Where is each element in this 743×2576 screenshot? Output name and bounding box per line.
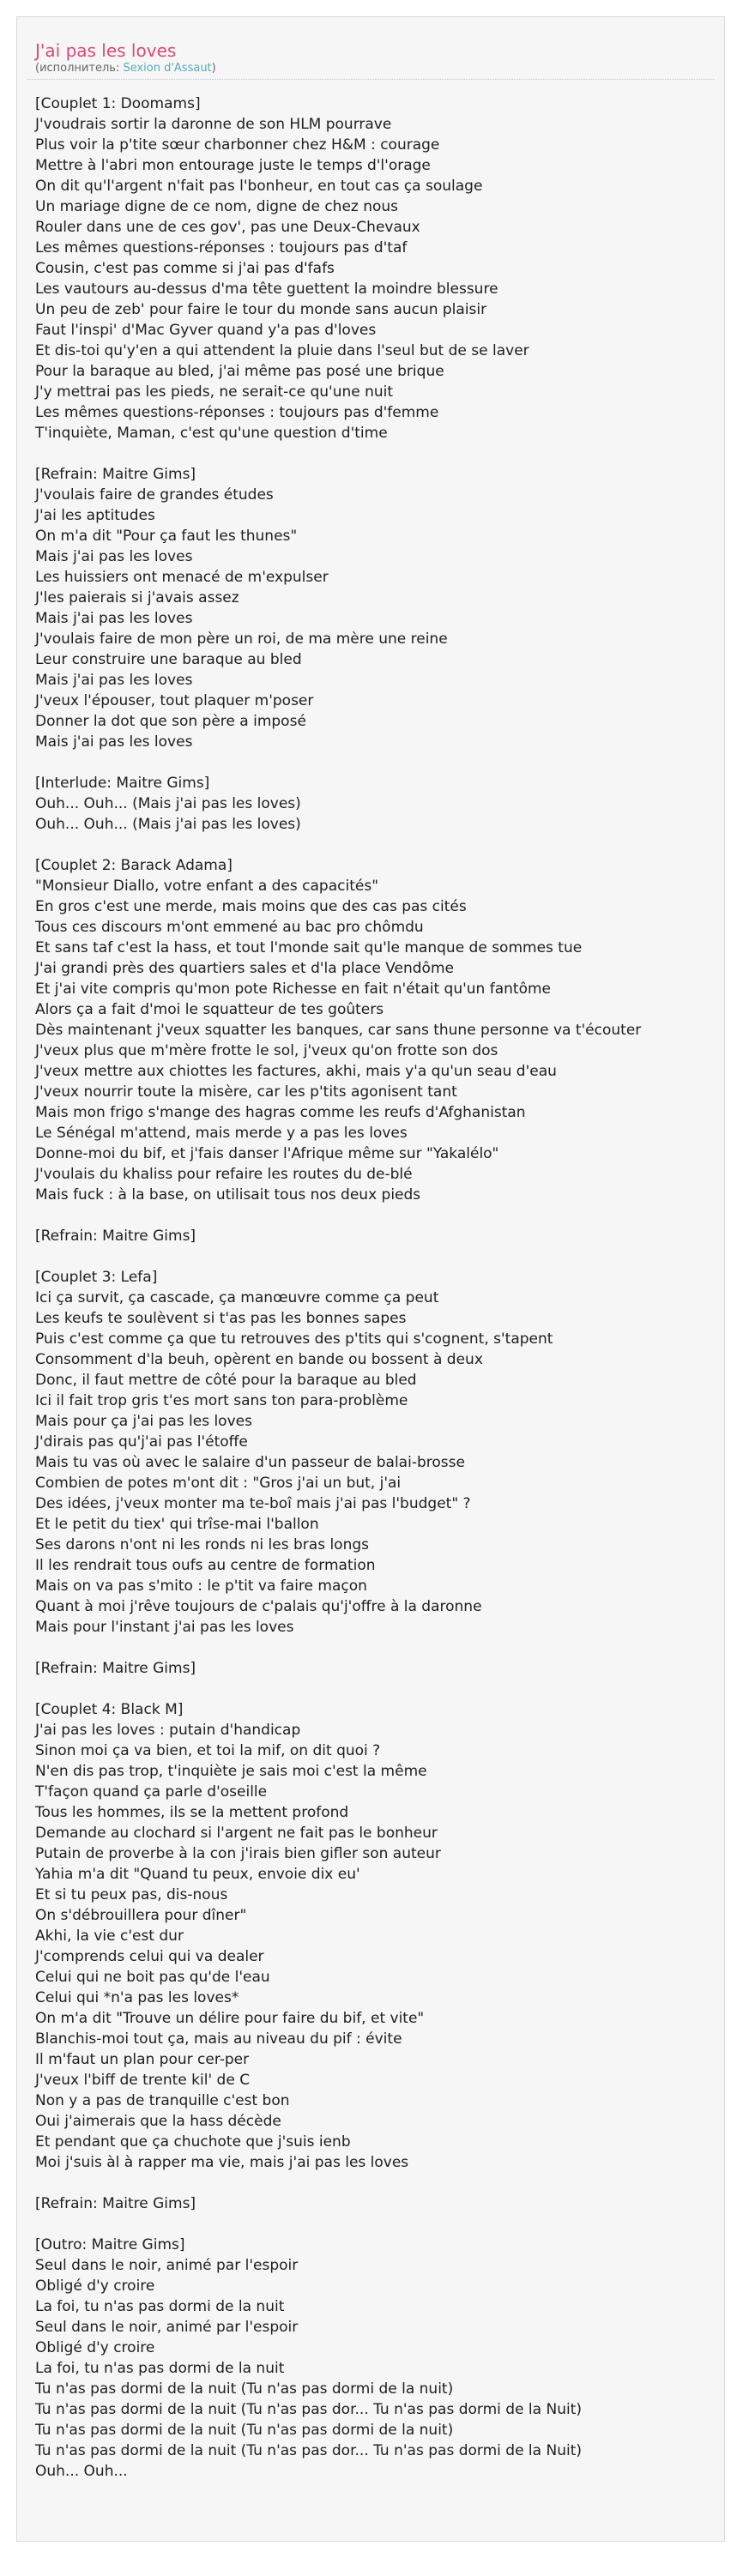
lyric-line: Mais pour l'instant j'ai pas les loves [35,1619,294,1636]
lyric-line: Mais j'ai pas les loves [35,548,193,565]
lyric-line: Le Sénégal m'attend, mais merde y a pas les loves [35,1125,408,1142]
lyric-line: Plus voir la p'tite sœur charbonner chez H&M : courage [35,136,440,154]
section-heading: [Interlude: Maitre Gims] [35,775,210,792]
lyric-line: On dit qu'l'argent n'fait pas l'bonheur, en tout cas ça soulage [35,178,483,195]
lyric-line: Puis c'est comme ça que tu retrouves des p'tits qui s'cognent, s'tapent [35,1330,553,1348]
lyrics-stanza [35,464,717,752]
lyric-line: On s'débrouillera pour dîner" [35,1907,247,1924]
lyric-line: N'en dis pas trop, t'inquiète je sais moi c'est la même [35,1763,427,1780]
lyric-line: Mais j'ai pas les loves [35,610,193,627]
lyric-line: Celui qui ne boit pas qu'de l'eau [35,1969,270,1986]
lyric-line: Yahia m'a dit "Quand tu peux, envoie dix eu' [35,1866,360,1883]
lyrics-stanza [35,773,717,835]
lyrics-stanza [35,1658,717,1679]
song-header [17,17,724,75]
lyric-line: Celui qui *n'a pas les loves* [35,1989,239,2006]
song-title: J'ai pas les loves [35,40,177,61]
lyric-line: Il m'faut un plan pour cer-per [35,2051,250,2068]
lyric-line: Les vautours au-dessus d'ma tête guettent la moindre blessure [35,281,498,298]
section-heading: [Refrain: Maitre Gims] [35,1660,196,1677]
lyric-line: La foi, tu n'as pas dormi de la nuit [35,2298,285,2315]
lyric-line: Les keufs te soulèvent si t'as pas les bonnes sapes [35,1310,407,1327]
lyric-line: Cousin, c'est pas comme si j'ai pas d'fafs [35,260,335,277]
lyrics-stanza [35,855,717,1205]
lyric-line: J'ai pas les loves : putain d'handicap [35,1722,301,1739]
lyric-line: Tous les hommes, ils se la mettent profond [35,1804,349,1821]
lyric-line: Putain de proverbe à la con j'irais bien gifler son auteur [35,1845,441,1862]
lyrics-body [35,94,717,2482]
lyric-line: J'voudrais sortir la daronne de son HLM pourrave [35,116,392,133]
lyric-line: Pour la baraque au bled, j'ai même pas posé une brique [35,363,444,380]
lyric-line: J'veux nourrir toute la misère, car les p'tits agonisent tant [35,1083,457,1101]
lyric-line: J'voulais du khaliss pour refaire les routes du de-blé [35,1166,413,1183]
lyric-line: Rouler dans une de ces gov', pas une Deux-Chevaux [35,219,420,236]
lyric-line: Et dis-toi qu'y'en a qui attendent la pluie dans l'seul but de se laver [35,342,529,359]
lyric-line: Les mêmes questions-réponses : toujours pas d'taf [35,239,408,256]
lyric-line: Mais tu vas où avec le salaire d'un passeur de balai-brosse [35,1454,465,1471]
artist-suffix: ) [211,62,216,75]
lyrics-stanza [35,94,717,443]
lyric-line: J'ai les aptitudes [35,507,155,524]
lyric-line: Ici il fait trop gris t'es mort sans ton para-problème [35,1392,408,1409]
lyric-line: J'voulais faire de grandes études [35,486,274,504]
lyric-line: Et j'ai vite compris qu'mon pote Richesse en fait n'était qu'un fantôme [35,980,551,998]
lyric-line: On m'a dit "Pour ça faut les thunes" [35,528,298,545]
artist-link[interactable]: Sexion d'Assaut [123,62,212,75]
lyric-line: Mais j'ai pas les loves [35,672,193,689]
section-heading: [Couplet 4: Black M] [35,1701,184,1718]
lyric-line: J'voulais faire de mon père un roi, de ma mère une reine [35,630,448,648]
lyric-line: Mais on va pas s'mito : le p'tit va faire maçon [35,1578,367,1595]
lyric-line: Tous ces discours m'ont emmené au bac pro chômdu [35,919,424,936]
lyric-line: Les huissiers ont menacé de m'expulser [35,569,329,586]
lyric-line: Faut l'inspi' d'Mac Gyver quand y'a pas d'loves [35,322,377,339]
lyric-line: Akhi, la vie c'est dur [35,1927,184,1945]
lyric-line: La foi, tu n'as pas dormi de la nuit [35,2360,285,2377]
lyric-line: Tu n'as pas dormi de la nuit (Tu n'as pas dor... Tu n'as pas dormi de la Nuit) [35,2401,582,2418]
lyric-line: J'les paierais si j'avais assez [35,589,239,606]
lyric-line: Donc, il faut mettre de côté pour la baraque au bled [35,1372,417,1389]
lyric-line: Ses darons n'ont ni les ronds ni les bras longs [35,1536,369,1553]
lyrics-stanza [35,1226,717,1246]
lyric-line: Quant à moi j'rêve toujours de c'palais qu'j'offre à la daronne [35,1598,482,1615]
lyric-line: J'y mettrai pas les pieds, ne serait-ce qu'une nuit [35,383,394,401]
lyrics-stanza [35,2235,717,2482]
lyric-line: Des idées, j'veux monter ma te-boî mais j'ai pas l'budget" ? [35,1495,471,1512]
lyric-line: Et pendant que ça chuchote que j'suis ienb [35,2133,351,2151]
lyric-line: On m'a dit "Trouve un délire pour faire du bif, et vite" [35,2010,425,2027]
lyric-line: J'veux mettre aux chiottes les factures, akhi, mais y'a qu'un seau d'eau [35,1063,557,1080]
section-heading: [Couplet 1: Doomams] [35,95,201,112]
lyric-line: T'façon quand ça parle d'oseille [35,1783,268,1801]
lyric-line: Tu n'as pas dormi de la nuit (Tu n'as pas dor... Tu n'as pas dormi de la Nuit) [35,2442,582,2459]
lyric-line: Et le petit du tiex' qui trîse-mai l'ballon [35,1516,319,1533]
header-divider [27,79,714,80]
section-heading: [Couplet 2: Barack Adama] [35,857,233,874]
section-heading: [Refrain: Maitre Gims] [35,466,196,483]
lyric-line: Un peu de zeb' pour faire le tour du monde sans aucun plaisir [35,301,487,318]
lyric-line: Mais fuck : à la base, on utilisait tous nos deux pieds [35,1186,421,1204]
lyric-line: Alors ça a fait d'moi le squatteur de tes goûters [35,1001,384,1018]
lyric-line: Un mariage digne de ce nom, digne de chez nous [35,198,399,215]
lyric-line: Tu n'as pas dormi de la nuit (Tu n'as pas dormi de la nuit) [35,2422,454,2439]
lyric-line: Moi j'suis àl à rapper ma vie, mais j'ai pas les loves [35,2154,409,2171]
section-heading: [Refrain: Maitre Gims] [35,1228,196,1245]
lyric-line: Combien de potes m'ont dit : "Gros j'ai un but, j'ai [35,1475,402,1492]
lyrics-stanza [35,2193,717,2214]
lyric-line: Obligé d'y croire [35,2277,155,2295]
lyric-line: Consomment d'la beuh, opèrent en bande ou bossent à deux [35,1351,483,1368]
lyric-line: En gros c'est une merde, mais moins que des cas pas cités [35,898,467,915]
lyric-line: J'veux l'épouser, tout plaquer m'poser [35,692,314,709]
section-heading: [Couplet 3: Lefa] [35,1269,158,1286]
lyric-line: Demande au clochard si l'argent ne fait pas le bonheur [35,1825,438,1842]
lyric-line: Il les rendrait tous oufs au centre de formation [35,1557,376,1574]
lyric-line: Non y a pas de tranquille c'est bon [35,2092,290,2109]
lyric-line: Sinon moi ça va bien, et toi la mif, on dit quoi ? [35,1742,381,1759]
lyric-line: Tu n'as pas dormi de la nuit (Tu n'as pas dormi de la nuit) [35,2380,454,2398]
lyric-line: "Monsieur Diallo, votre enfant a des capacités" [35,878,379,895]
lyric-line: Oui j'aimerais que la hass décède [35,2113,281,2130]
lyric-line: Donne-moi du bif, et j'fais danser l'Afrique même sur "Yakalélo" [35,1145,499,1162]
lyric-line: Mais pour ça j'ai pas les loves [35,1413,252,1430]
section-heading: [Outro: Maitre Gims] [35,2236,185,2253]
lyric-line: Ouh... Ouh... (Mais j'ai pas les loves) [35,795,301,812]
lyric-line: Mais mon frigo s'mange des hagras comme les reufs d'Afghanistan [35,1104,526,1121]
artist-prefix: (исполнитель: [35,62,124,75]
lyric-line: Obligé d'y croire [35,2339,155,2356]
lyric-line: Et sans taf c'est la hass, et tout l'monde sait qu'le manque de sommes tue [35,939,583,956]
lyric-line: Blanchis-moi tout ça, mais au niveau du pif : évite [35,2030,402,2048]
lyric-line: Ouh... Ouh... (Mais j'ai pas les loves) [35,816,301,833]
lyric-line: J'comprends celui qui va dealer [35,1948,264,1965]
lyrics-page [16,16,725,2542]
lyric-line: Les mêmes questions-réponses : toujours pas d'femme [35,404,439,421]
lyric-line: J'dirais pas qu'j'ai pas l'étoffe [35,1433,248,1451]
lyric-line: J'veux l'biff de trente kil' de C [35,2072,251,2089]
lyric-line: T'inquiète, Maman, c'est qu'une question d'time [35,425,388,442]
lyric-line: Dès maintenant j'veux squatter les banques, car sans thune personne va t'écouter [35,1022,642,1039]
lyric-line: Ici ça survit, ça cascade, ça manœuvre comme ça peut [35,1289,439,1306]
lyrics-stanza [35,1699,717,2173]
lyric-line: Ouh... Ouh... [35,2463,128,2480]
section-heading: [Refrain: Maitre Gims] [35,2195,196,2212]
lyric-line: Seul dans le noir, animé par l'espoir [35,2257,299,2274]
lyrics-stanza [35,1267,717,1638]
lyric-line: Seul dans le noir, animé par l'espoir [35,2319,299,2336]
lyric-line: Leur construire une baraque au bled [35,651,302,668]
lyric-line: J'ai grandi près des quartiers sales et d'la place Vendôme [35,960,454,977]
lyric-line: Mais j'ai pas les loves [35,733,193,751]
lyric-line: Et si tu peux pas, dis-nous [35,1886,228,1903]
lyric-line: Donner la dot que son père a imposé [35,713,306,730]
lyric-line: Mettre à l'abri mon entourage juste le temps d'l'orage [35,157,431,174]
lyric-line: J'veux plus que m'mère frotte le sol, j'veux qu'on frotte son dos [35,1042,498,1059]
artist-line [35,62,724,75]
